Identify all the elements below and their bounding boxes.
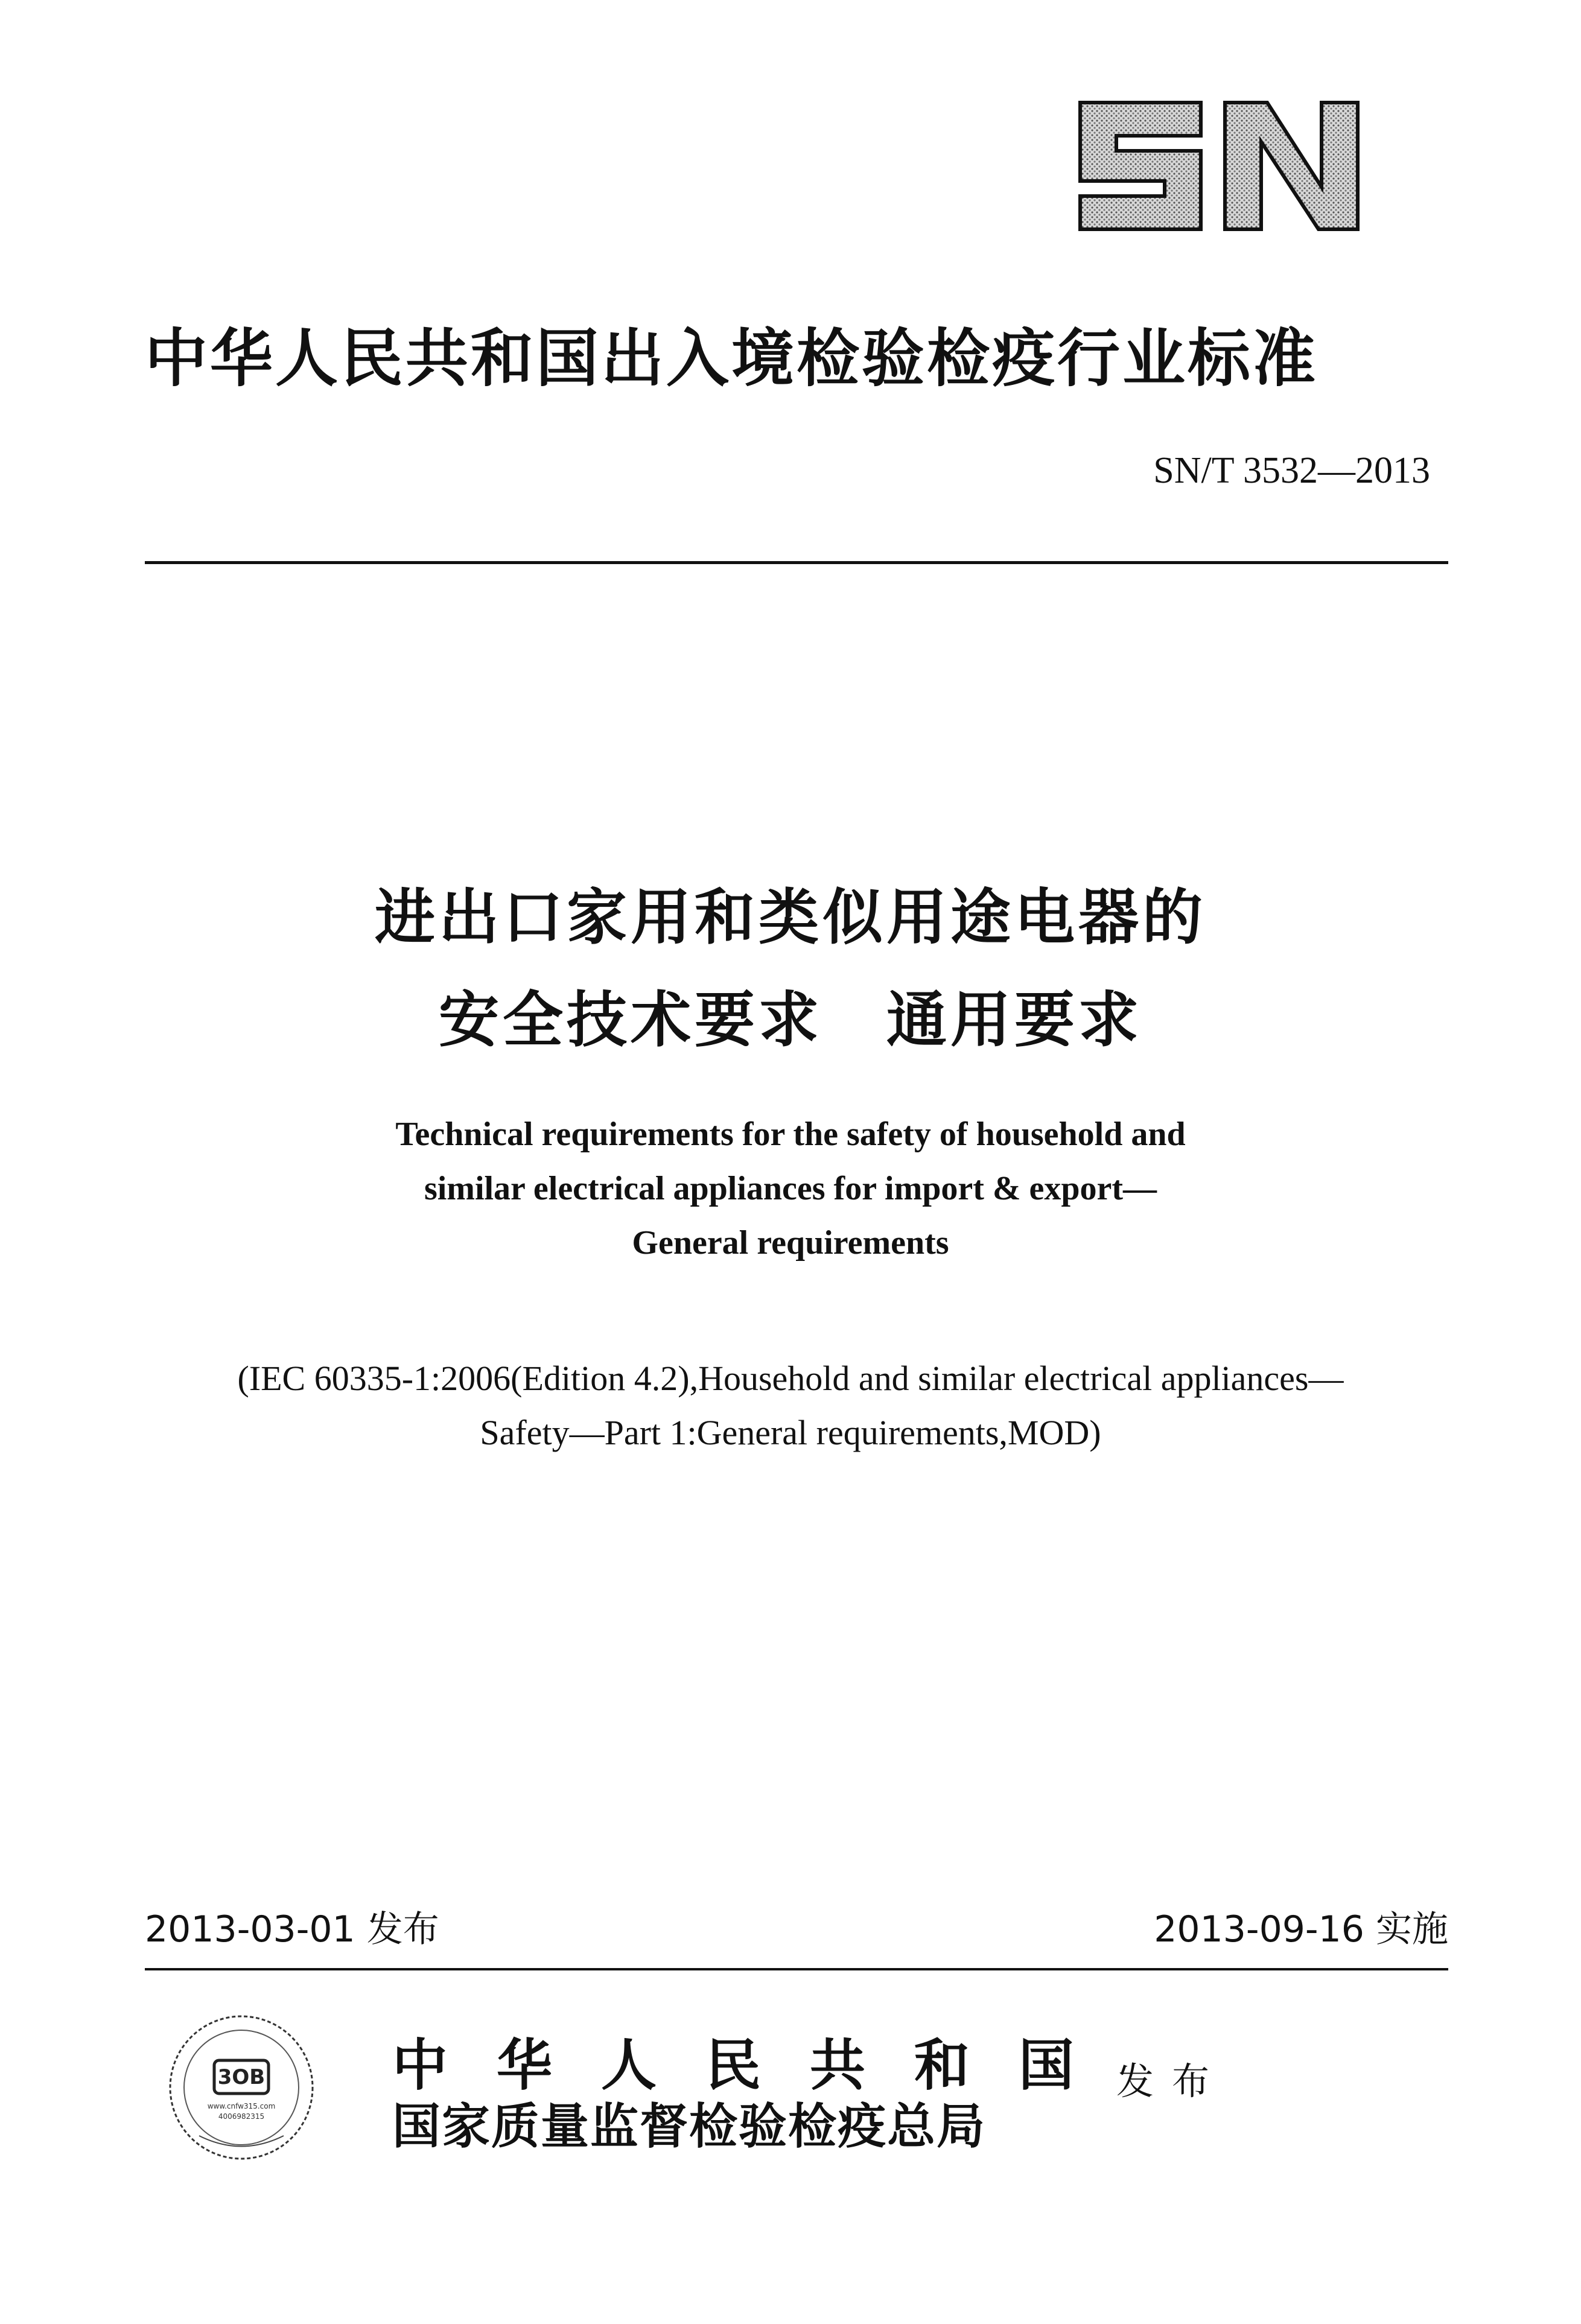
en-title-line-2: similar electrical appliances for import & export— [424, 1170, 1157, 1207]
bottom-divider [145, 1968, 1448, 1970]
top-divider [145, 561, 1448, 564]
anti-counterfeit-stamp [163, 2009, 320, 2166]
svg-text:3OB: 3OB [217, 2065, 266, 2089]
implementation-date: 2013-09-16 实施 [1154, 1908, 1448, 1951]
publisher-agency: 国家质量监督检验检疫总局 [392, 2101, 986, 2154]
sn-logo [1062, 90, 1376, 241]
standard-category: 中华人民共和国出入境检验检疫行业标准 [145, 322, 1319, 395]
iec-reference-line-2: Safety—Part 1:General requirements,MOD) [480, 1413, 1101, 1452]
publisher-char: 中 [392, 2035, 448, 2097]
en-title-line-3: General requirements [632, 1224, 949, 1262]
publisher-char: 华 [496, 2035, 552, 2097]
svg-text:4006982315: 4006982315 [218, 2112, 265, 2121]
publisher-action: 发布 [1116, 2059, 1228, 2103]
publisher-char: 民 [705, 2035, 761, 2097]
publisher-char: 人 [600, 2035, 657, 2097]
svg-text:www.cnfw315.com: www.cnfw315.com [207, 2102, 276, 2110]
publisher-char: 和 [914, 2035, 970, 2097]
en-title-line-1: Technical requirements for the safety of household and [395, 1116, 1186, 1153]
iec-reference-line-1: (IEC 60335-1:2006(Edition 4.2),Household and similar electrical appliances— [237, 1359, 1344, 1398]
issue-date: 2013-03-01 发布 [145, 1908, 439, 1951]
cn-title-line-2: 安全技术要求 通用要求 [439, 985, 1142, 1055]
publisher-char: 国 [1018, 2035, 1074, 2097]
cn-title-line-1: 进出口家用和类似用途电器的 [375, 882, 1206, 953]
standard-number: SN/T 3532—2013 [1153, 450, 1430, 491]
publisher-char: 共 [809, 2035, 865, 2097]
